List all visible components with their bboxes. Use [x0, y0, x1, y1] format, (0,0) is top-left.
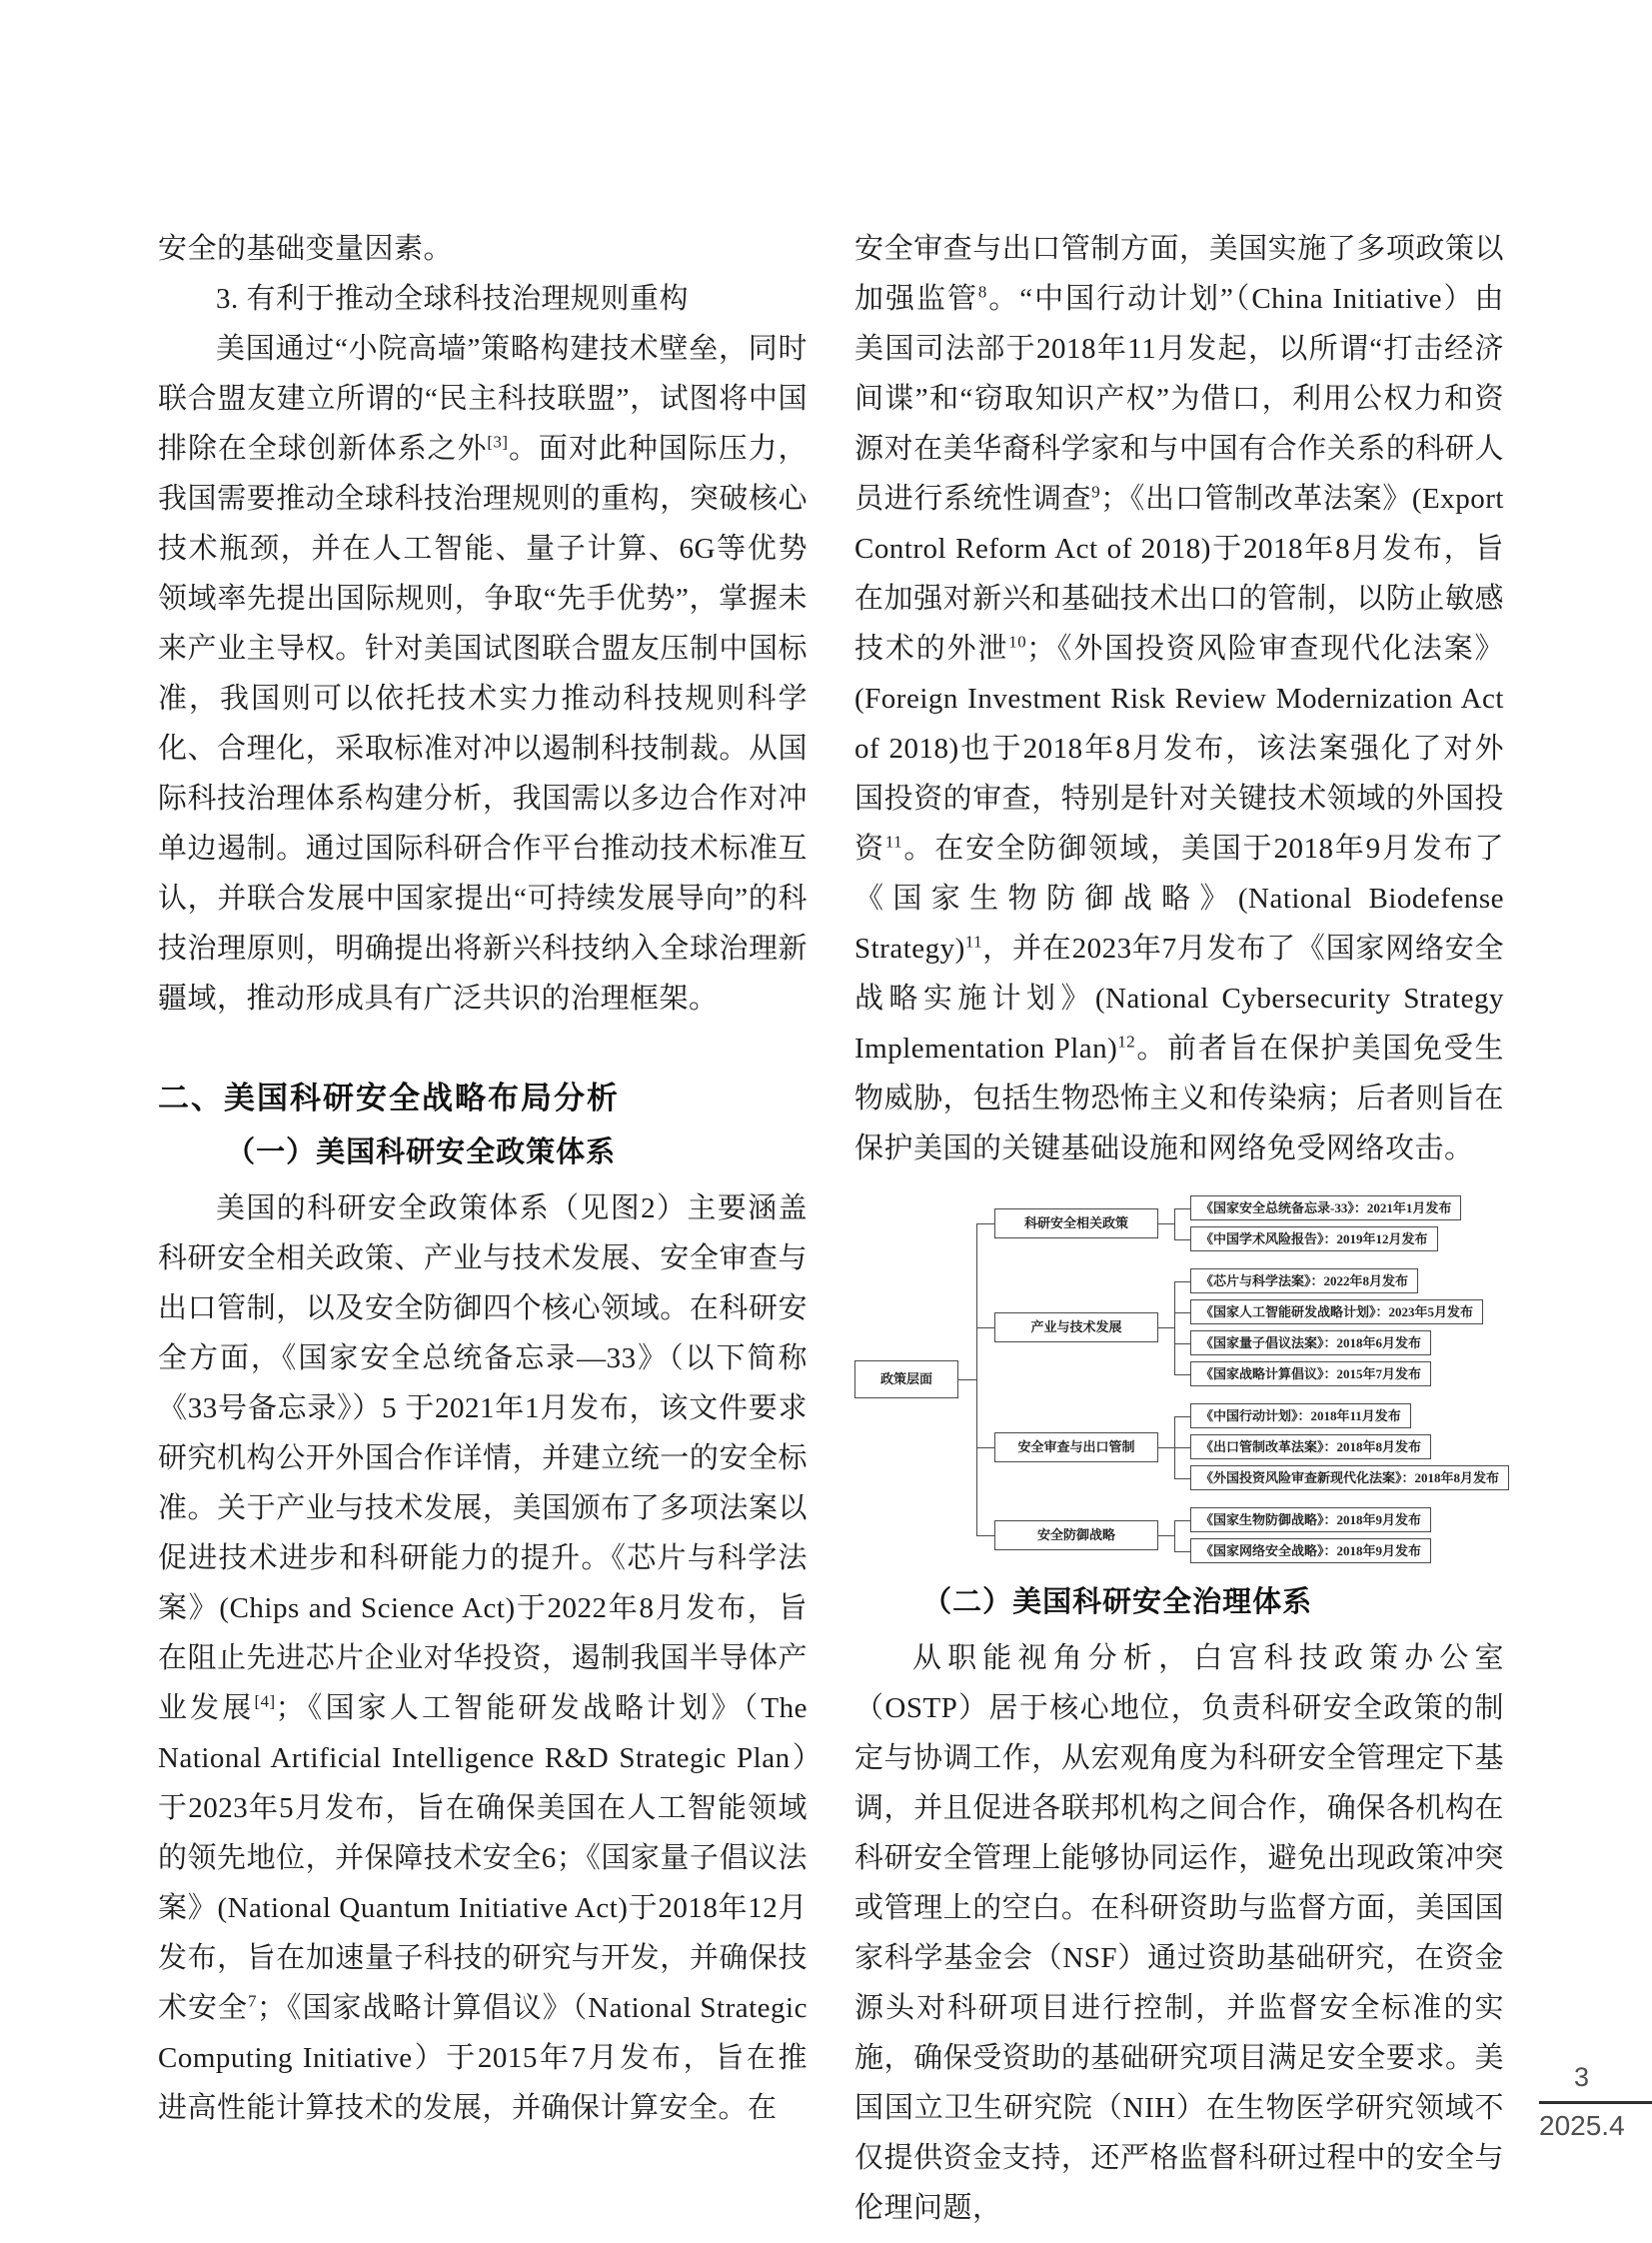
- connector-line: [1174, 1520, 1175, 1551]
- diagram-branch-box: 安全审查与出口管制: [994, 1432, 1158, 1462]
- diagram-leaf-box: 《出口管制改革法案》：2018年8月发布: [1190, 1434, 1431, 1459]
- page-footer: [1539, 2057, 1652, 2148]
- diagram-leaf-box: 《外国投资风险审查新现代化法案》：2018年8月发布: [1190, 1465, 1509, 1490]
- paragraph: 美国通过“小院高墙”策略构建技术壁垒，同时联合盟友建立所谓的“民主科技联盟”，试图将中国排除在全球创新体系之外[3]。面对此种国际压力，我国需要推动全球科技治理规则的重构，突破核心技术瓶颈，并在人工智能、量子计算、6G等优势领域率先提出国际规则，争取“先手优势”，掌握未来产业主导权。针对美国试图联合盟友压制中国标准，我国则可以依托技术实力推动科技规则科学化、合理化，采取标准对冲以遏制科技制裁。从国际科技治理体系构建分析，我国需以多边合作对冲单边遏制。通过国际科研合作平台推动技术标准互认，并联合发展中国家提出“可持续发展导向”的科技治理原则，明确提出将新兴科技纳入全球治理新疆域，推动形成具有广泛共识的治理框架。: [158, 333, 808, 1015]
- connector-line: [1174, 1374, 1190, 1375]
- diagram-leaf-box: 《国家量子倡议法案》：2018年6月发布: [1190, 1330, 1431, 1355]
- diagram-leaf-box: 《国家安全总统备忘录-33》：2021年1月发布: [1190, 1195, 1461, 1220]
- heading-section-two: 二、美国科研安全战略布局分析: [158, 1081, 620, 1116]
- connector-line: [976, 1447, 994, 1448]
- connector-line: [1174, 1520, 1190, 1521]
- paragraph: 3. 有利于推动全球科技治理规则重构: [216, 283, 690, 315]
- footnote-marker: [4]: [254, 1691, 276, 1711]
- connector-line: [976, 1535, 994, 1536]
- connector-line: [976, 1223, 977, 1535]
- diagram-leaf-box: 《国家人工智能研发战略计划》：2023年5月发布: [1190, 1299, 1483, 1324]
- diagram-leaf-box: 《国家网络安全战略》：2018年9月发布: [1190, 1538, 1431, 1563]
- footnote-marker: [3]: [487, 432, 509, 452]
- connector-line: [1158, 1223, 1174, 1224]
- diagram-leaf-box: 《中国学术风险报告》：2019年12月发布: [1190, 1226, 1438, 1251]
- connector-line: [1174, 1239, 1190, 1240]
- connector-line: [1174, 1281, 1175, 1374]
- diagram-root-box: 政策层面: [854, 1360, 958, 1398]
- heading-subsection-one: （一）美国科研安全政策体系: [226, 1136, 617, 1168]
- connector-line: [1174, 1208, 1190, 1209]
- connector-line: [1174, 1551, 1190, 1552]
- connector-line: [976, 1327, 994, 1328]
- right-column-text-top: [854, 224, 1504, 1173]
- right-column-text-bottom: [854, 1579, 1504, 2233]
- heading-subsection-two: （二）美国科研安全治理体系: [922, 1586, 1313, 1618]
- connector-line: [1158, 1327, 1174, 1328]
- paragraph: 从职能视角分析，白宫科技政策办公室（OSTP）居于核心地位，负责科研安全政策的制定与协调工作，从宏观角度为科研安全管理定下基调，并且促进各联邦机构之间合作，确保各机构在科研安全管理上能够协同运作，避免出现政策冲突或管理上的空白。在科研资助与监督方面，美国国家科学基金会（NSF）通过资助基础研究，在资金源头对科研项目进行控制，并监督安全标准的实施，确保受资助的基础研究项目满足安全要求。美国国立卫生研究院（NIH）在生物医学研究领域不仅提供资金支持，还严格监督科研过程中的安全与伦理问题，: [854, 1642, 1504, 2224]
- connector-line: [1174, 1447, 1190, 1448]
- connector-line: [1174, 1312, 1190, 1313]
- paragraph: 安全的基础变量因素。: [158, 233, 454, 265]
- diagram-leaf-box: 《中国行动计划》：2018年11月发布: [1190, 1403, 1411, 1428]
- diagram-branch-box: 产业与技术发展: [994, 1312, 1158, 1342]
- diagram-leaf-box: 《国家生物防御战略》：2018年9月发布: [1190, 1507, 1431, 1532]
- footnote-marker: 7: [248, 1991, 257, 2011]
- connector-line: [1174, 1343, 1190, 1344]
- policy-system-diagram: [854, 1195, 1509, 1563]
- connector-line: [1174, 1208, 1175, 1239]
- connector-line: [1174, 1281, 1190, 1282]
- page-number: 3: [1573, 2062, 1590, 2092]
- paragraph: 安全审查与出口管制方面，美国实施了多项政策以加强监管$^8$。“中国行动计划”（China Initiative）由美国司法部于2018年11月发起，以所谓“打击经济间谍”和“窃取知识产权”为借口，利用公权力和资源对在美华裔科学家和与中国有合作关系的科研人员进行系统性调查$^9$；《出口管制改革法案》(Export Control Reform Act of 2018)于2018年8月发布，旨在加强对新兴和基础技术出口的管制，以防止敏感技术的外泄$^{10}$；《外国投资风险审查现代化法案》(Foreign Investment Risk Review Modernization Act of 2018)也于2018年8月发布，该法案强化了对外国投资的审查，特别是针对关键技术领域的外国投资$^{11}$。在安全防御领域，美国于2018年9月发布了《国家生物防御战略》(National Biodefense Strategy)$^{11}$，并在2023年7月发布了《国家网络安全战略实施计划》(National Cybersecurity Strategy Implementation Plan)$^{12}$。前者旨在保护美国免受生物威胁，包括生物恐怖主义和传染病；后者则旨在保护美国的关键基础设施和网络免受网络攻击。: [854, 233, 1504, 1164]
- paragraph: 美国的科研安全政策体系（见图2）主要涵盖科研安全相关政策、产业与技术发展、安全审查与出口管制，以及安全防御四个核心领域。在科研安全方面，《国家安全总统备忘录—33》（以下简称《33号备忘录》）5 于2021年1月发布，该文件要求研究机构公开外国合作详情，并建立统一的安全标准。关于产业与技术发展，美国颁布了多项法案以促进技术进步和科研能力的提升。《芯片与科学法案》(Chips and Science Act)于2022年8月发布，旨在阻止先进芯片企业对华投资，遏制我国半导体产业发展[4]；《国家人工智能研发战略计划》（The National Artificial Intelligence R&D Strategic Plan）于2023年5月发布，旨在确保美国在人工智能领域的领先地位，并保障技术安全6；《国家量子倡议法案》(National Quantum Initiative Act)于2018年12月发布，旨在加速量子科技的研究与开发，并确保技术安全$^7$；《国家战略计算倡议》（National Strategic Computing Initiative）于2015年7月发布，旨在推进高性能计算技术的发展，并确保计算安全。在: [158, 1192, 808, 2124]
- connector-line: [958, 1379, 976, 1380]
- footnote-marker: 9: [1091, 482, 1101, 502]
- issue-label: 2025.4: [1539, 2110, 1625, 2141]
- footnote-marker: 12: [1117, 1032, 1136, 1052]
- footnote-marker: 11: [884, 832, 903, 852]
- diagram-leaf-box: 《芯片与科学法案》：2022年8月发布: [1190, 1268, 1418, 1293]
- right-column: [854, 224, 1504, 2233]
- footnote-marker: 10: [1008, 632, 1027, 652]
- diagram-leaf-box: 《国家战略计算倡议》：2015年7月发布: [1190, 1361, 1431, 1386]
- diagram-branch-box: 科研安全相关政策: [994, 1208, 1158, 1238]
- left-column: [158, 224, 808, 2133]
- connector-line: [1174, 1478, 1190, 1479]
- footnote-marker: 11: [964, 932, 983, 952]
- connector-line: [976, 1223, 994, 1224]
- footnote-marker: 8: [977, 282, 987, 302]
- connector-line: [1174, 1416, 1190, 1417]
- connector-line: [1158, 1447, 1174, 1448]
- connector-line: [1158, 1535, 1174, 1536]
- diagram-branch-box: 安全防御战略: [994, 1520, 1158, 1550]
